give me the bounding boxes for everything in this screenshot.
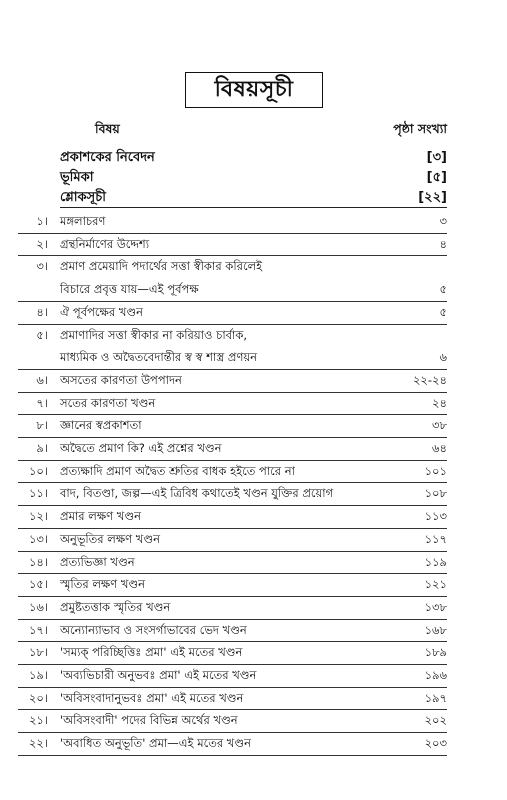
entry-title: অন্যোন্যাভাব ও সংসর্গাভাবের ভেদ খণ্ডন (60, 622, 247, 637)
entry-number: ১৬। (28, 599, 48, 614)
entry-number: ২। (36, 236, 48, 251)
entry-title: প্রমাণাদির সত্তা স্বীকার না করিয়াও চার্বাক, (60, 327, 248, 342)
front-matter-page: [৩] (426, 150, 447, 165)
entry-page: ২৪ (432, 395, 447, 410)
entry-title: 'অবিসংবাদী' পদের বিভিন্ন অর্থের খণ্ডন (60, 713, 238, 728)
entry-divider (18, 460, 447, 461)
entry-divider (18, 664, 447, 665)
entry-page: ৬৪ (432, 441, 447, 455)
entry-number: ৭। (36, 395, 48, 410)
entry-divider (18, 596, 447, 597)
entry-number: ৩। (36, 259, 48, 274)
entry-number: ৬। (36, 372, 48, 387)
subject-column-header: বিষয় (95, 121, 120, 136)
entry-divider (18, 505, 447, 506)
entry-title: প্রমার লক্ষণ খণ্ডন (60, 509, 141, 524)
entry-divider (18, 755, 447, 756)
entry-number: ১২। (28, 509, 48, 524)
entry-title: অনুভূতির লক্ষণ খণ্ডন (60, 531, 160, 546)
entry-page: ১১৩ (424, 509, 447, 524)
entry-title: অসতের কারণতা উপপাদন (60, 372, 182, 387)
entry-divider (18, 641, 447, 642)
entry-number: ১০। (28, 463, 48, 478)
entry-number: ১৩। (28, 531, 48, 546)
page-column-header: পৃষ্ঠা সংখ্যা (393, 121, 447, 136)
entry-page: ১০১ (424, 463, 447, 478)
entry-number: ২১। (28, 713, 48, 728)
entry-divider (18, 573, 447, 574)
entry-number: ২২। (28, 736, 48, 751)
entry-page: ৫ (439, 304, 447, 319)
entry-number: ৪। (36, 304, 48, 319)
entry-title: 'সম্যক্ পরিচ্ছিত্তিঃ প্রমা' এই মতের খণ্ডন (60, 645, 243, 660)
entry-title: 'অবাধিত অনুভূতি' প্রমা—এই মতের খণ্ডন (60, 736, 251, 751)
entry-page: ৬ (439, 350, 447, 365)
entry-page: ১২১ (424, 577, 447, 592)
entry-page: ১৯৬ (424, 668, 447, 682)
entry-title: অদ্বৈতে প্রমাণ কি? এই প্রশ্নের খণ্ডন (60, 441, 222, 455)
entry-title: গ্রন্থনির্মাণের উদ্দেশ্য (60, 236, 150, 251)
entry-divider (18, 369, 447, 370)
entry-page: ২০৩ (424, 736, 447, 751)
entry-title: প্রমুষ্টতত্তাক স্মৃতির খণ্ডন (60, 599, 171, 614)
entry-title: প্রমাণ প্রমেয়াদি পদার্থের সত্তা স্বীকার করিলেই (60, 259, 263, 274)
entry-number: ১১। (28, 486, 48, 501)
entry-divider (18, 619, 447, 620)
entry-page: ২২-২৪ (412, 372, 447, 387)
entry-number: ২০। (28, 690, 48, 705)
entry-title: 'অবিসংবাদানুভবঃ প্রমা' এই মতের খণ্ডন (60, 690, 244, 705)
entry-number: ৫। (36, 327, 48, 342)
entry-title: বাদ, বিতণ্ডা, জল্প—এই ত্রিবিধ কথাতেই খণ্ডন যুক্তির প্রয়োগ (60, 486, 334, 501)
entry-title: সতের কারণতা খণ্ডন (60, 395, 156, 410)
entry-page: ১৩৮ (424, 599, 447, 614)
entry-number: ১৪। (28, 554, 48, 569)
entry-divider (18, 551, 447, 552)
entry-title: বিচারে প্রবৃত্ত যায়—এই পূর্বপক্ষ (60, 282, 199, 297)
entry-divider (18, 392, 447, 393)
entry-title: মঙ্গলাচরণ (60, 214, 106, 228)
entry-divider (18, 482, 447, 483)
entry-title: জ্ঞানের স্বপ্রকাশতা (60, 418, 142, 433)
front-matter-divider (60, 207, 447, 208)
entry-title: মাধ্যমিক ও অদ্বৈতবেদান্তীর স্ব স্ব শাস্ত্র প্রণয়ন (60, 350, 258, 365)
entry-page: ১০৮ (424, 486, 447, 501)
page-title: বিষয়সূচী (185, 72, 323, 108)
front-matter-page: [৫] (426, 170, 447, 185)
entry-page: ১৬৮ (424, 622, 447, 637)
entry-divider (18, 414, 447, 415)
entry-number: ১। (36, 214, 48, 228)
entry-page: ১১৯ (424, 554, 447, 569)
entry-page: ১৯৭ (424, 690, 447, 705)
entry-page: ৩৮ (432, 418, 447, 433)
entry-number: ১৫। (28, 577, 48, 592)
entry-title: 'অব্যভিচারী অনুভবঃ প্রমা' এই মতের খণ্ডন (60, 668, 257, 682)
front-matter-label: শ্লোকসূচী (60, 190, 106, 205)
front-matter-label: প্রকাশকের নিবেদন (60, 150, 155, 165)
entry-page: ১৮৯ (424, 645, 447, 660)
entry-title: প্রত্যভিজ্ঞা খণ্ডন (60, 554, 135, 569)
entry-page: ২০২ (424, 713, 447, 728)
entry-number: ৯। (36, 441, 48, 455)
front-matter-page: [২২] (418, 190, 447, 205)
entry-page: ৩ (439, 214, 447, 228)
entry-divider (18, 437, 447, 438)
entry-title: ঐ পূর্বপক্ষের খণ্ডন (60, 304, 143, 319)
entry-divider (18, 301, 447, 302)
front-matter-label: ভূমিকা (60, 170, 94, 185)
entry-page: ৫ (439, 282, 447, 297)
entry-divider (18, 233, 447, 234)
entry-page: ১১৭ (424, 531, 447, 546)
entry-number: ৮। (36, 418, 48, 433)
entry-number: ১৯। (28, 668, 48, 682)
entry-number: ১৮। (28, 645, 48, 660)
entry-title: স্মৃতির লক্ষণ খণ্ডন (60, 577, 145, 592)
entry-divider (18, 709, 447, 710)
entry-page: ৪ (439, 236, 447, 251)
entry-divider (18, 324, 447, 325)
entry-divider (18, 687, 447, 688)
entry-divider (18, 255, 447, 256)
entry-divider (18, 528, 447, 529)
entry-title: প্রত্যক্ষাদি প্রমাণ অদ্বৈত শ্রুতির বাধক হইতে পারে না (60, 463, 295, 478)
entry-divider (18, 732, 447, 733)
entry-number: ১৭। (28, 622, 48, 637)
